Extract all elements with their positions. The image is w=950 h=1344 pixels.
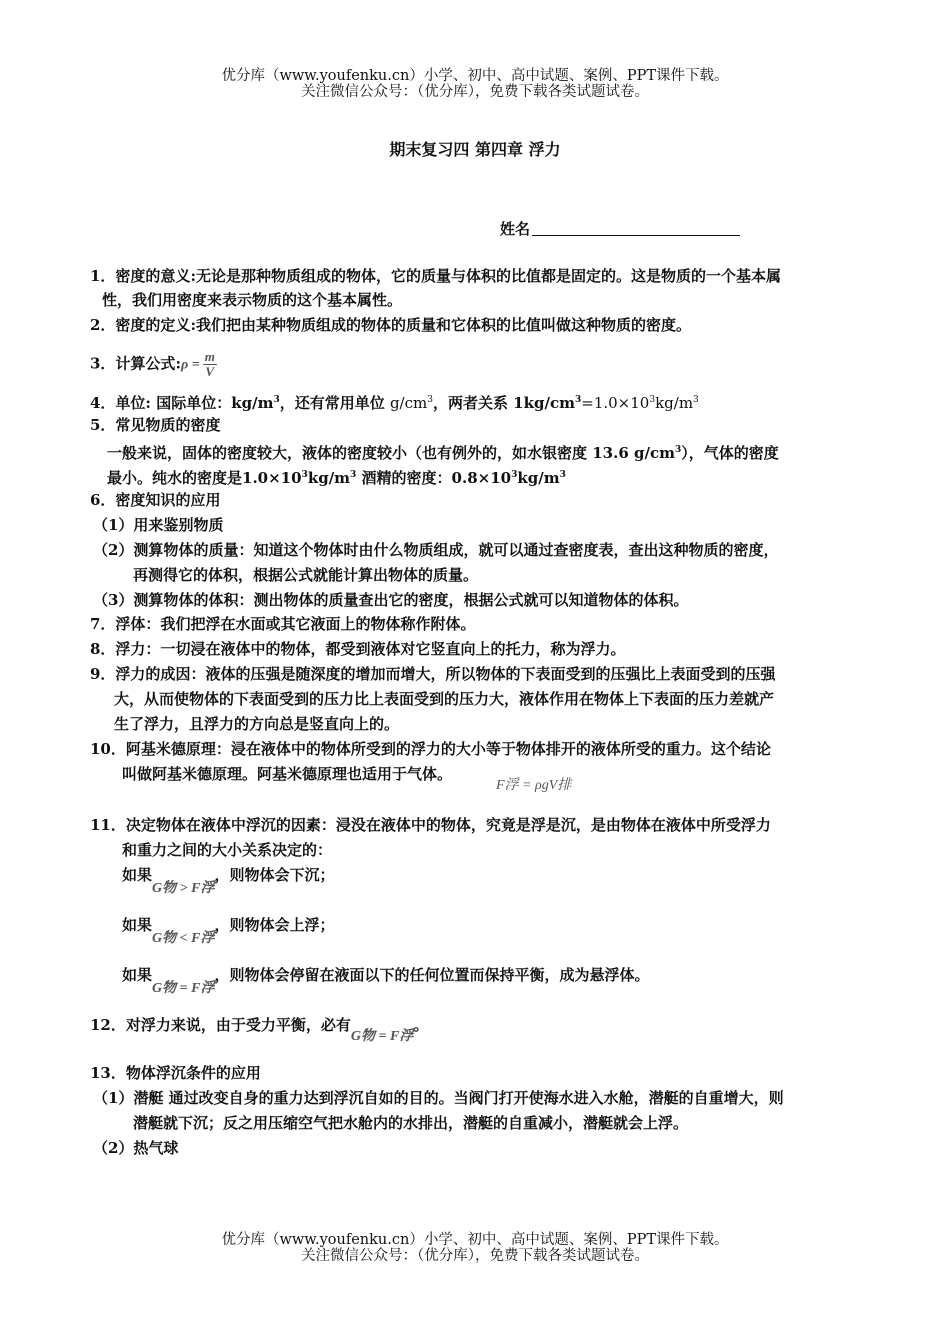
header-line-2: 关注微信公众号：（优分库），免费下载各类试题试卷。: [301, 84, 649, 100]
fraction-numerator: m: [204, 349, 215, 364]
item-6-2-line-1: （2）测算物体的质量：知道这个物体时由什么物质组成，就可以通过查密度表，查出这种物质的密度，: [93, 541, 779, 559]
item-3: [90, 350, 217, 379]
sup-3: 3: [427, 395, 433, 405]
item-4-relation-value: =1.0×10: [581, 394, 650, 412]
item-13-2: （2）热气球: [93, 1139, 179, 1157]
item-4-relation: ，两者关系 1kg/cm: [432, 394, 575, 412]
sink-text: ，则物体会下沉；: [214, 866, 335, 884]
item-6-3: （3）测算物体的体积：测出物体的质量查出它的密度，根据公式就可以知道物体的体积。: [93, 591, 689, 609]
condition-sink: [122, 865, 335, 896]
page-footer: [0, 1232, 950, 1264]
suspend-text: ，则物体会停留在液面以下的任何位置而保持平衡，成为悬浮体。: [214, 966, 650, 984]
item-7: 7．浮体：我们把浮在水面或其它液面上的物体称作附体。: [90, 615, 476, 633]
item-9-line-1: 9．浮力的成因：液体的压强是随深度的增加而增大，所以物体的下表面受到的压强比上表面受到的压强: [90, 665, 776, 683]
condition-float: [122, 915, 335, 946]
water-density-unit: kg/m: [307, 469, 351, 487]
rho-symbol: ρ =: [180, 357, 200, 373]
footer-line-2: 关注微信公众号：（优分库），免费下载各类试题试卷。: [301, 1248, 649, 1264]
float-text: ，则物体会上浮；: [214, 916, 335, 934]
if-label: 如果: [122, 916, 153, 934]
item-13: 13．物体浮沉条件的应用: [90, 1064, 261, 1082]
item-2: 2．密度的定义:我们把由某种物质组成的物体的质量和它体积的比值叫做这种物质的密度。: [90, 316, 691, 334]
item-10-line-1: 10．阿基米德原理：浸在液体中的物体所受到的浮力的大小等于物体排开的液体所受的重力。这个结论: [90, 740, 771, 758]
sup-3: 3: [511, 470, 518, 480]
item-4-mid: ，还有常用单位: [279, 394, 390, 412]
item-5: 5．常见物质的密度: [90, 416, 221, 434]
float-formula: G物 < F浮: [152, 931, 215, 946]
name-blank-line: [532, 221, 740, 236]
item-13-1-line-1: （1）潜艇 通过改变自身的重力达到浮沉自如的目的。当阀门打开使海水进入水舱，潜艇的自重增大，则: [93, 1089, 784, 1107]
item-11-line-2: 和重力之间的大小关系决定的：: [122, 841, 333, 859]
item-9-line-2: 大，从而使物体的下表面受到的压力比上表面受到的压力大，液体作用在物体上下表面的压力差就产: [114, 690, 775, 708]
archimedes-formula: F浮 = ρgV排: [496, 778, 572, 793]
item-5-text-a-end: ），气体的密度: [681, 444, 779, 462]
sup-3: 3: [301, 470, 308, 480]
density-fraction: [203, 350, 217, 379]
item-8: 8．浮力：一切浸在液体中的物体，都受到液体对它竖直向上的托力，称为浮力。: [90, 640, 626, 658]
item-1-line-2: 性，我们用密度来表示物质的这个基本属性。: [102, 291, 403, 309]
water-density-text: 最小。纯水的密度是1.0×10: [107, 469, 302, 487]
unit-g-cm3: g/cm: [389, 394, 428, 412]
item-3-label: 3．计算公式:: [90, 354, 181, 373]
item-12-end: 。: [413, 1016, 429, 1034]
unit-kg-m3: kg/m: [231, 394, 274, 412]
item-12-label: 12．对浮力来说，由于受力平衡，必有: [90, 1016, 351, 1034]
item-4-relation-unit: kg/m: [655, 394, 694, 412]
alcohol-density-text: 酒精的密度：0.8×10: [356, 469, 512, 487]
alcohol-density-unit: kg/m: [517, 469, 560, 487]
item-11-line-1: 11．决定物体在液体中浮沉的因素：浸没在液体中的物体，究竟是浮是沉，是由物体在液体中所受浮力: [90, 816, 771, 834]
suspend-formula: G物 = F浮: [152, 981, 215, 996]
sup-3: 3: [559, 470, 566, 480]
sup-3: 3: [574, 395, 582, 405]
header-line-1: 优分库（www.youfenku.cn）小学、初中、高中试题、案例、PPT课件下载。: [221, 68, 729, 84]
sink-formula: G物 > F浮: [152, 881, 215, 896]
sup-3: 3: [674, 445, 682, 455]
item-13-1-line-2: 潜艇就下沉；反之用压缩空气把水舱内的水排出，潜艇的自重减小，潜艇就会上浮。: [133, 1114, 689, 1132]
sup-3: 3: [649, 395, 656, 405]
sup-3: 3: [350, 470, 357, 480]
name-field: [500, 218, 740, 239]
condition-suspend: [122, 965, 650, 996]
sup-3: 3: [693, 395, 699, 405]
sup-3: 3: [273, 395, 280, 405]
item-5-line-1: [107, 440, 779, 463]
item-12: [90, 1015, 429, 1044]
if-label: 如果: [122, 866, 153, 884]
item-5-text-a: 一般来说，固体的密度较大，液体的密度较小（也有例外的，如水银密度 13.6 g/cm: [107, 444, 675, 462]
item-4-label: 4．单位: 国际单位：: [90, 394, 232, 412]
item-9-line-3: 生了浮力，且浮力的方向总是竖直向上的。: [114, 715, 400, 733]
item-4: [90, 390, 699, 413]
item-6-2-line-2: 再测得它的体积，根据公式就能计算出物体的质量。: [133, 566, 479, 584]
if-label: 如果: [122, 966, 153, 984]
item-10-line-2: 叫做阿基米德原理。阿基米德原理也适用于气体。: [122, 765, 453, 783]
footer-line-1: 优分库（www.youfenku.cn）小学、初中、高中试题、案例、PPT课件下载。: [221, 1232, 729, 1248]
page-header: [0, 68, 950, 100]
item-1-line-1: 1．密度的意义:无论是那种物质组成的物体，它的质量与体积的比值都是固定的。这是物质的一个基本属: [90, 267, 781, 285]
fraction-denominator: V: [205, 364, 215, 379]
name-label: 姓名: [500, 220, 531, 238]
balance-formula: G物 = F浮: [350, 1029, 414, 1044]
item-6-1: （1）用来鉴别物质: [93, 516, 224, 534]
item-5-line-2: [107, 465, 566, 488]
page-title: 期末复习四 第四章 浮力: [389, 140, 561, 159]
item-6: 6．密度知识的应用: [90, 491, 221, 509]
